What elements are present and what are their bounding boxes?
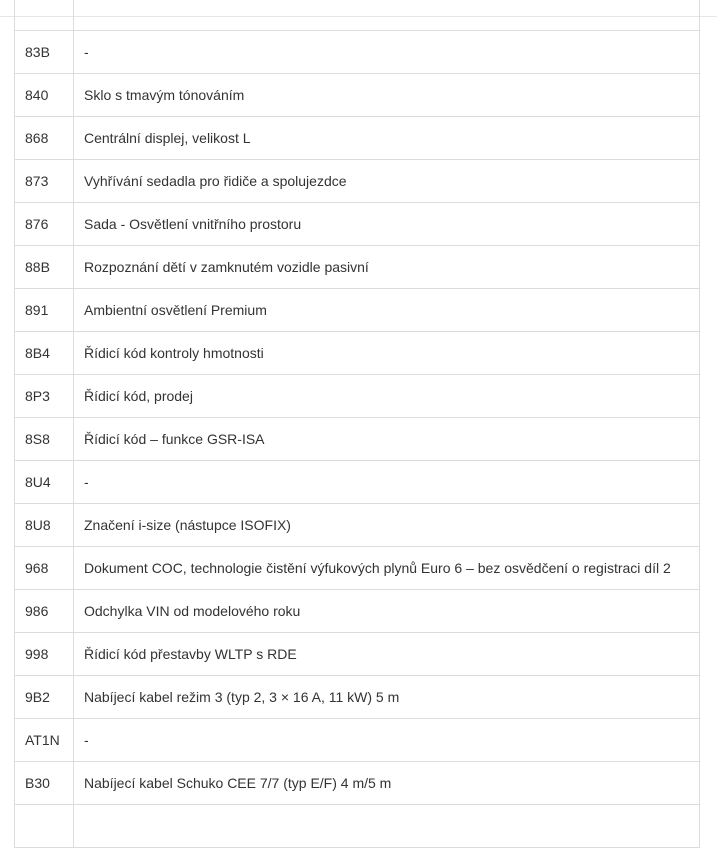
option-description-cell: Značení i-size (nástupce ISOFIX) [74,504,700,547]
option-code-cell: 8B4 [15,332,74,375]
table-row [15,590,700,633]
options-table-body [15,0,700,848]
table-row [15,289,700,332]
option-code-cell: 840 [15,74,74,117]
table-row [15,461,700,504]
option-code-cell: 8U4 [15,461,74,504]
table-row [15,762,700,805]
option-code-cell: B30 [15,762,74,805]
option-code-cell: AT1N [15,719,74,762]
option-code-cell: 891 [15,289,74,332]
option-code-cell: 8S8 [15,418,74,461]
table-row [15,719,700,762]
option-description-cell [74,805,700,848]
option-code-cell: 8U8 [15,504,74,547]
option-description-cell: - [74,461,700,504]
table-row [15,74,700,117]
option-code-cell: 873 [15,160,74,203]
table-row [15,0,700,31]
option-description-cell: Řídicí kód – funkce GSR-ISA [74,418,700,461]
option-code-cell: 83B [15,31,74,74]
option-description-cell: Dokument COC, technologie čistění výfukových plynů Euro 6 – bez osvědčení o registraci díl 2 [74,547,700,590]
option-code-cell: 998 [15,633,74,676]
option-description-cell: Vyhřívání sedadla pro řidiče a spolujezdce [74,160,700,203]
option-code-cell [15,805,74,848]
option-description-cell: - [74,719,700,762]
option-description-cell: Ambientní osvětlení Premium [74,289,700,332]
table-row [15,633,700,676]
option-description-cell: Řídicí kód kontroly hmotnosti [74,332,700,375]
table-row [15,117,700,160]
option-description-cell: - [74,31,700,74]
option-description-cell: Řídicí kód přestavby WLTP s RDE [74,633,700,676]
option-description-cell: Odchylka VIN od modelového roku [74,590,700,633]
table-row [15,160,700,203]
table-row [15,547,700,590]
option-description-cell: Centrální displej, velikost L [74,117,700,160]
option-description-cell: Rozpoznání dětí v zamknutém vozidle pasivní [74,246,700,289]
option-code-cell: 9B2 [15,676,74,719]
table-row [15,203,700,246]
option-description-cell [74,0,700,31]
option-code-cell: 986 [15,590,74,633]
option-description-cell: Řídicí kód, prodej [74,375,700,418]
table-row [15,504,700,547]
option-code-cell: 88B [15,246,74,289]
option-code-cell: 868 [15,117,74,160]
option-description-cell: Sklo s tmavým tónováním [74,74,700,117]
table-row [15,31,700,74]
table-row [15,246,700,289]
option-description-cell: Sada - Osvětlení vnitřního prostoru [74,203,700,246]
equipment-options-table [14,0,700,848]
option-code-cell: 968 [15,547,74,590]
option-description-cell: Nabíjecí kabel Schuko CEE 7/7 (typ E/F) 4 m/5 m [74,762,700,805]
option-code-cell [15,0,74,31]
table-row [15,332,700,375]
table-row [15,418,700,461]
table-row [15,805,700,848]
option-code-cell: 8P3 [15,375,74,418]
option-code-cell: 876 [15,203,74,246]
option-description-cell: Nabíjecí kabel režim 3 (typ 2, 3 × 16 A, 11 kW) 5 m [74,676,700,719]
table-row [15,676,700,719]
table-row [15,375,700,418]
